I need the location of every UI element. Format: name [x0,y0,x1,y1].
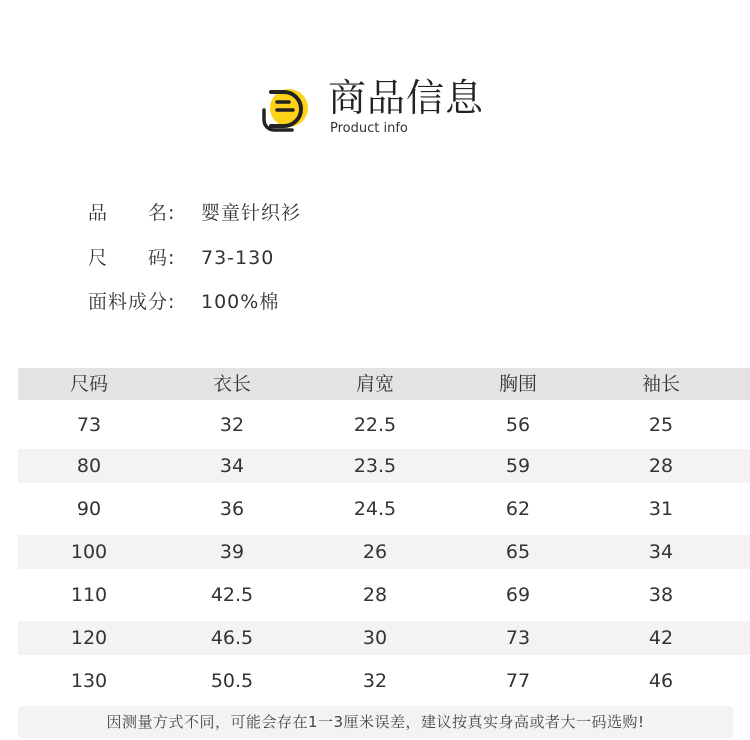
table-cell: 69 [505,584,531,606]
table-cell: 30 [362,627,388,649]
section-header [262,74,522,140]
table-cell: 28 [648,455,674,477]
info-label-part: 品 [88,202,109,224]
table-cell: 110 [70,584,108,606]
column-header: 袖长 [641,373,680,395]
table-cell: 34 [219,455,245,477]
info-row-material [88,287,488,317]
table-cell: 59 [505,455,531,477]
table-row [18,578,750,612]
column-header: 衣长 [212,373,251,395]
table-cell: 100 [70,541,108,563]
info-row-name [88,198,488,228]
table-cell: 23.5 [353,455,397,477]
info-value: 100%棉 [201,291,280,313]
table-cell: 65 [505,541,531,563]
table-cell: 56 [505,414,531,436]
table-row [18,664,750,698]
info-label-part: 名: [148,202,176,224]
table-cell: 80 [76,455,102,477]
table-cell: 42.5 [210,584,254,606]
note-text: 因测量方式不同，可能会存在1一3厘米误差，建议按真实身高或者大一码选购! [106,713,645,731]
table-cell: 50.5 [210,670,254,692]
table-cell: 36 [219,498,245,520]
table-cell: 39 [219,541,245,563]
table-cell: 24.5 [353,498,397,520]
table-cell: 32 [219,414,245,436]
table-row [18,408,750,442]
table-cell: 22.5 [353,414,397,436]
measurement-note [18,706,733,738]
table-row [18,449,750,483]
column-header: 胸围 [498,373,537,395]
table-cell: 73 [505,627,531,649]
table-cell: 38 [648,584,674,606]
table-cell: 26 [362,541,388,563]
table-header-row [18,368,750,400]
page-title: 商品信息 [328,76,485,120]
document-list-icon [262,86,312,132]
column-header: 肩宽 [355,373,394,395]
info-label-part: 尺 [88,247,109,269]
column-header: 尺码 [69,373,108,395]
info-label [88,198,182,228]
table-cell: 46.5 [210,627,254,649]
table-row [18,621,750,655]
table-cell: 62 [505,498,531,520]
table-cell: 32 [362,670,388,692]
table-cell: 120 [70,627,108,649]
table-cell: 34 [648,541,674,563]
info-label [88,243,182,273]
table-cell: 73 [76,414,102,436]
table-cell: 77 [505,670,531,692]
table-cell: 42 [648,627,674,649]
table-cell: 90 [76,498,102,520]
table-row [18,492,750,526]
table-row [18,535,750,569]
table-cell: 31 [648,498,674,520]
info-label-part: 码: [148,247,176,269]
info-label: 面料成分: [88,291,176,313]
table-cell: 130 [70,670,108,692]
page-subtitle: Product info [330,121,408,136]
info-value: 婴童针织衫 [201,202,302,224]
table-cell: 28 [362,584,388,606]
info-value: 73-130 [201,247,275,269]
table-cell: 25 [648,414,674,436]
table-cell: 46 [648,670,674,692]
info-row-size [88,243,488,273]
